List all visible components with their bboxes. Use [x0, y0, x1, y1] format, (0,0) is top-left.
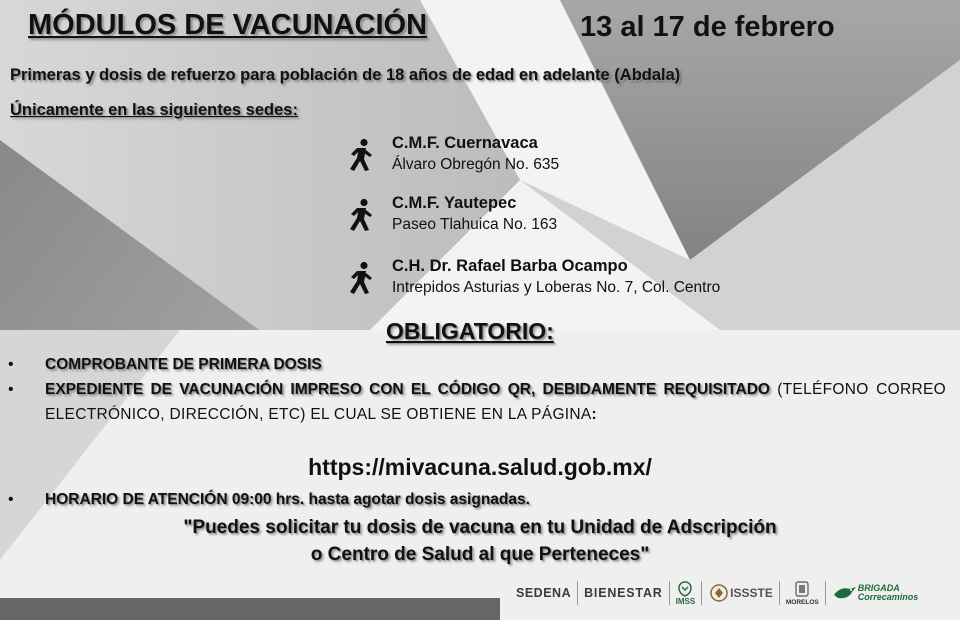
- requirement-item: [8, 377, 946, 427]
- vaccination-url[interactable]: https://mivacuna.salud.gob.mx/: [308, 454, 652, 480]
- logo-divider: [577, 581, 578, 605]
- requirement-text: HORARIO DE ATENCIÓN 09:00 hrs. hasta agotar dosis asignadas.: [45, 491, 530, 508]
- logo-divider: [825, 581, 826, 605]
- site-item: [344, 257, 804, 305]
- subtitle: Primeras y dosis de refuerzo para población de 18 años de edad en adelante (Abdala): [10, 66, 681, 84]
- imss-label: IMSS: [675, 596, 696, 606]
- roadrunner-icon: [832, 583, 858, 603]
- issste-emblem-icon: [708, 583, 730, 603]
- requirement-text-bold: EXPEDIENTE DE VACUNACIÓN IMPRESO CON EL CÓDIGO QR, DEBIDAMENTE REQUISITADO: [45, 381, 770, 398]
- logo-divider: [701, 581, 702, 605]
- walking-person-icon: [344, 261, 376, 297]
- bullet-icon: •: [8, 356, 14, 373]
- requirement-text: COMPROBANTE DE PRIMERA DOSIS: [45, 356, 322, 373]
- correcaminos-label: Correcaminos: [857, 592, 919, 602]
- imss-emblem-icon: [677, 581, 693, 597]
- bienestar-logo: BIENESTAR: [584, 586, 663, 600]
- requirement-item: [8, 352, 946, 377]
- requirement-text-detail: (TELÉFONO CORREO ELECTRÓNICO, DIRECCIÓN, ETC) EL CUAL SE OBTIENE EN LA PÁGINA: [45, 381, 946, 423]
- requirement-colon: :: [591, 406, 597, 423]
- site-item: [344, 194, 744, 242]
- site-address: Paseo Tlahuica No. 163: [392, 216, 558, 233]
- morelos-emblem-icon: [795, 581, 809, 599]
- obligatorio-heading: OBLIGATORIO:: [386, 318, 554, 344]
- site-name: C.H. Dr. Rafael Barba Ocampo: [392, 257, 628, 275]
- walking-person-icon: [344, 198, 376, 234]
- site-name: C.M.F. Cuernavaca: [392, 134, 538, 152]
- bottom-bar: [0, 598, 500, 620]
- brigada-correcaminos-logo: [832, 583, 919, 603]
- issste-logo: [708, 583, 773, 603]
- morelos-logo: [786, 581, 819, 606]
- sedes-heading: Únicamente en las siguientes sedes:: [10, 101, 298, 119]
- site-item: [344, 134, 744, 182]
- logo-divider: [669, 581, 670, 605]
- bullet-icon: •: [8, 381, 14, 398]
- quote-line-1: "Puedes solicitar tu dosis de vacuna en tu Unidad de Adscripción: [183, 517, 777, 538]
- sedena-logo: SEDENA: [516, 586, 572, 600]
- requirement-item: [8, 487, 946, 512]
- bullet-icon: •: [8, 491, 14, 508]
- quote-line-2: o Centro de Salud al que Perteneces": [310, 544, 650, 565]
- issste-label: ISSSTE: [730, 586, 773, 600]
- imss-logo: [676, 581, 696, 606]
- site-name: C.M.F. Yautepec: [392, 194, 517, 212]
- walking-person-icon: [344, 138, 376, 174]
- institution-logos: [516, 578, 918, 608]
- logo-divider: [779, 581, 780, 605]
- page-title: MÓDULOS DE VACUNACIÓN: [28, 9, 428, 41]
- site-address: Álvaro Obregón No. 635: [392, 156, 560, 173]
- date-range: 13 al 17 de febrero: [580, 11, 835, 43]
- brigada-label: BRIGADA: [857, 583, 900, 593]
- morelos-label: MORELOS: [785, 598, 819, 606]
- site-address: Intrepidos Asturias y Loberas No. 7, Col. Centro: [392, 279, 721, 296]
